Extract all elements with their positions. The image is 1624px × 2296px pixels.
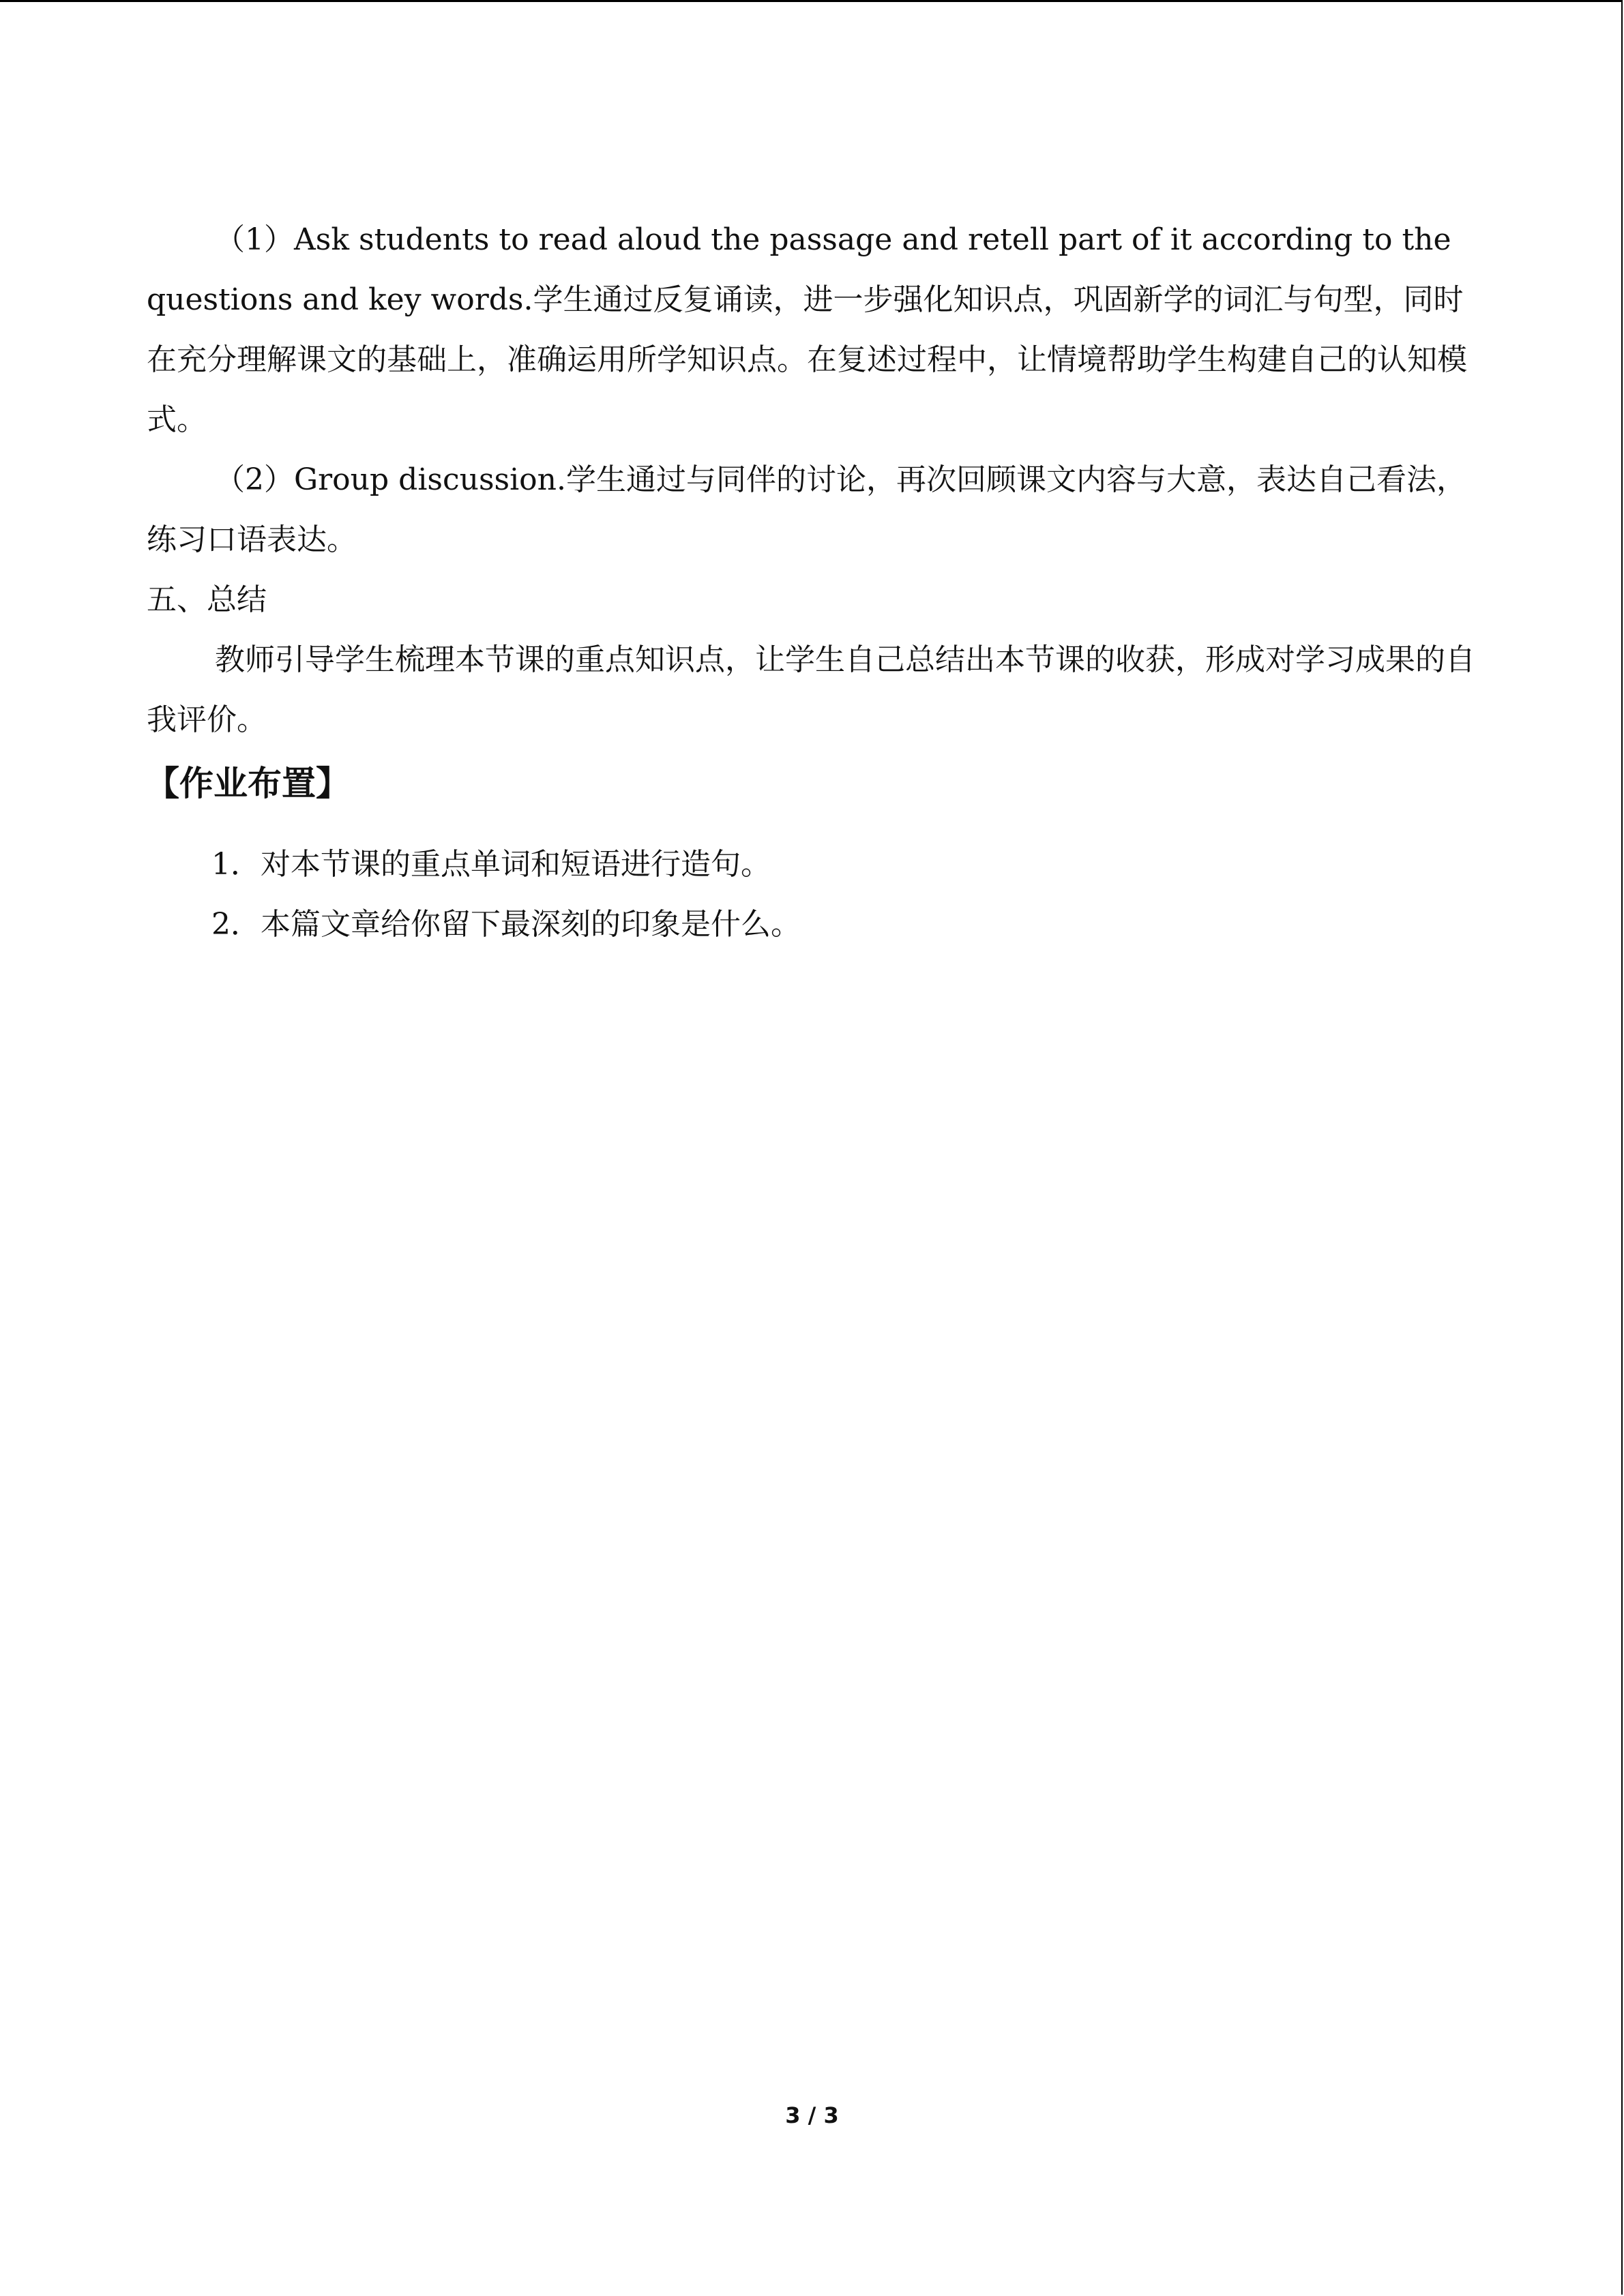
- paragraph-retell: （1）Ask students to read aloud the passage and retell part of it according to the questions and key words.学生通过反复诵读，进一步强化知识点，巩固新学的词汇与句型，同时在充分理解课文的基础上，准确运用所学知识点。在复述过程中，让情境帮助学生构建自己的认知模式。: [147, 222, 1467, 437]
- section-heading-summary: 五、总结: [147, 582, 267, 617]
- homework-item: 2．本篇文章给你留下最深刻的印象是什么。: [211, 907, 801, 942]
- homework-heading: 【作业布置】: [145, 764, 350, 803]
- page-content: [147, 210, 1477, 955]
- homework-list: [147, 835, 1477, 955]
- homework-item: 1．对本节课的重点单词和短语进行造句。: [211, 847, 771, 882]
- page-number: 3 / 3: [785, 2102, 839, 2128]
- paragraph-summary: 教师引导学生梳理本节课的重点知识点，让学生自己总结出本节课的收获，形成对学习成果的自我评价。: [147, 642, 1475, 737]
- paragraph-group-discussion: （2）Group discussion.学生通过与同伴的讨论，再次回顾课文内容与大意，表达自己看法，练习口语表达。: [147, 462, 1466, 557]
